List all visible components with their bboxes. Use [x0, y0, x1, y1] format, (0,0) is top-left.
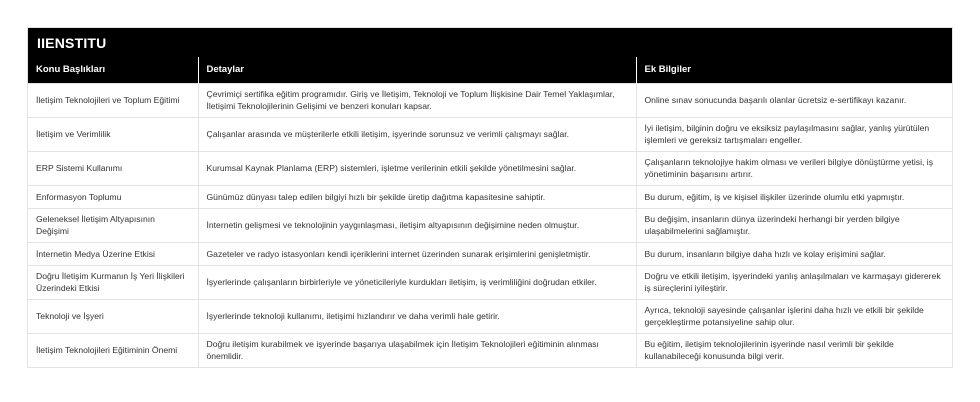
table-row: [28, 117, 952, 151]
cell-topic: İnternetin Medya Üzerine Etkisi: [28, 242, 198, 265]
cell-topic: Geleneksel İletişim Altyapısının Değişimi: [28, 208, 198, 242]
cell-topic: İletişim ve Verimlilik: [28, 117, 198, 151]
column-header-topic: Konu Başlıkları: [36, 64, 106, 76]
cell-details: İşyerlerinde çalışanların birbirleriyle ve yöneticileriyle kurdukları iletişim, iş verimliliğini doğrudan etkiler.: [198, 265, 636, 299]
cell-extra-info: Bu eğitim, iletişim teknolojilerinin işyerinde nasıl verimli bir şekilde kullanabileceği konusunda bilgi verir.: [636, 333, 952, 367]
cell-topic: Enformasyon Toplumu: [28, 185, 198, 208]
cell-topic: İletişim Teknolojileri ve Toplum Eğitimi: [28, 83, 198, 117]
cell-details: İnternetin gelişmesi ve teknolojinin yaygınlaşması, iletişim altyapısının değişimine neden olmuştur.: [198, 208, 636, 242]
cell-details: Günümüz dünyası talep edilen bilgiyi hızlı bir şekilde üretip dağıtma kapasitesine sahiptir.: [198, 185, 636, 208]
column-header-extra-info: Ek Bilgiler: [636, 57, 952, 83]
cell-extra-info: Bu durum, eğitim, iş ve kişisel ilişkiler üzerinde olumlu etki yapmıştır.: [636, 185, 952, 208]
cell-details: Kurumsal Kaynak Planlama (ERP) sistemleri, işletme verilerinin etkili şekilde yönetilmesini sağlar.: [198, 151, 636, 185]
cell-extra-info: Çalışanların teknolojiye hakim olması ve verileri bilgiye dönüştürme yetisi, iş yönetiminin başarısını artırır.: [636, 151, 952, 185]
table-header-row: [28, 57, 952, 83]
cell-topic: Teknoloji ve İşyeri: [28, 299, 198, 333]
table-row: [28, 208, 952, 242]
table-row: [28, 242, 952, 265]
cell-details: Çevrimiçi sertifika eğitim programıdır. Giriş ve İletişim, Teknoloji ve Toplum İlişkisine Dair Temel Yaklaşımlar, İletişimi Teknolojilerinin Gelişimi ve benzeri konuları kapsar.: [198, 83, 636, 117]
column-header-details: Detaylar: [198, 57, 636, 83]
brand-title: IIENSTITU: [37, 34, 107, 51]
cell-extra-info: İyi iletişim, bilginin doğru ve eksiksiz paylaşılmasını sağlar, yanlış yürütülen işlemleri ve gereksiz tartışmaları engeller.: [636, 117, 952, 151]
cell-details: Doğru iletişim kurabilmek ve işyerinde başarıya ulaşabilmek için İletişim Teknolojileri eğitiminin alınması önemlidir.: [198, 333, 636, 367]
cell-topic: İletişim Teknolojileri Eğitiminin Önemi: [28, 333, 198, 367]
cell-details: İşyerlerinde teknoloji kullanımı, iletişimi hızlandırır ve daha verimli hale getirir.: [198, 299, 636, 333]
cell-details: Çalışanlar arasında ve müşterilerle etkili iletişim, işyerinde sorunsuz ve verimli çalışmayı sağlar.: [198, 117, 636, 151]
table-row: [28, 83, 952, 117]
cell-topic: Doğru İletişim Kurmanın İş Yeri İlişkileri Üzerindeki Etkisi: [28, 265, 198, 299]
table-row: [28, 185, 952, 208]
table-row: [28, 265, 952, 299]
table-row: [28, 299, 952, 333]
table-row: [28, 333, 952, 367]
cell-extra-info: Bu değişim, insanların dünya üzerindeki herhangi bir yerden bilgiye ulaşabilmelerini sağlamıştır.: [636, 208, 952, 242]
cell-extra-info: Doğru ve etkili iletişim, işyerindeki yanlış anlaşılmaları ve karmaşayı gidererek iş süreçlerini iyileştirir.: [636, 265, 952, 299]
brand-header: [28, 28, 952, 57]
cell-extra-info: Bu durum, insanların bilgiye daha hızlı ve kolay erişimini sağlar.: [636, 242, 952, 265]
content-table-card: [27, 27, 953, 368]
cell-extra-info: Online sınav sonucunda başarılı olanlar ücretsiz e-sertifikayı kazanır.: [636, 83, 952, 117]
cell-topic: ERP Sistemi Kullanımı: [28, 151, 198, 185]
info-table: [28, 57, 952, 367]
table-row: [28, 151, 952, 185]
cell-extra-info: Ayrıca, teknoloji sayesinde çalışanlar işlerini daha hızlı ve etkili bir şekilde gerçekleştirme potansiyeline sahip olur.: [636, 299, 952, 333]
cell-details: Gazeteler ve radyo istasyonları kendi içeriklerini internet üzerinden sunarak erişimlerini genişletmiştir.: [198, 242, 636, 265]
